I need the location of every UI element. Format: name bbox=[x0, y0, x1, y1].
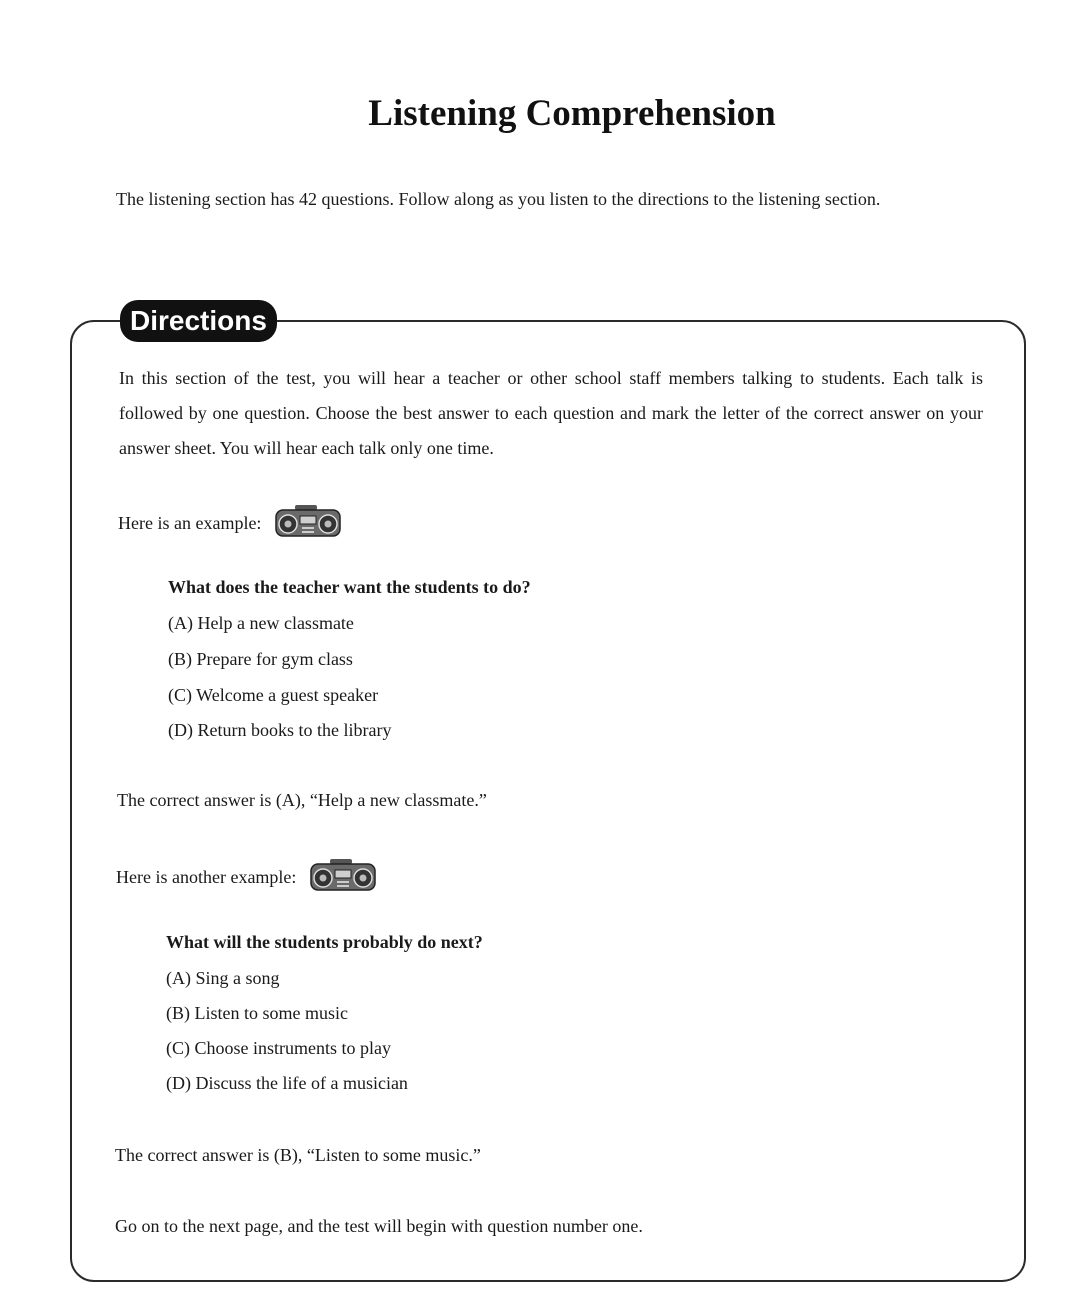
example1-option-d: (D) Return books to the library bbox=[168, 720, 392, 740]
example1-option-c: (C) Welcome a guest speaker bbox=[168, 685, 379, 705]
directions-paragraph: In this section of the test, you will hear a teacher or other school staff members talking to students. Each talk is followed by one question. Choose the best answer to each question and mark the letter of the correct answer on your answer sheet. You will hear each talk only one time. bbox=[119, 368, 983, 458]
example1-option-b: (B) Prepare for gym class bbox=[168, 649, 353, 669]
example2-option-d: (D) Discuss the life of a musician bbox=[166, 1073, 408, 1093]
example2-option-c: (C) Choose instruments to play bbox=[166, 1038, 391, 1058]
example2-question: What will the students probably do next? bbox=[166, 932, 483, 952]
example2-answer: The correct answer is (B), “Listen to some music.” bbox=[115, 1145, 481, 1165]
example1-lead-row bbox=[118, 503, 343, 544]
intro-text: The listening section has 42 questions. Follow along as you listen to the directions to the listening section. bbox=[116, 189, 881, 209]
example1-answer: The correct answer is (A), “Help a new classmate.” bbox=[117, 790, 487, 810]
page-title: Listening Comprehension bbox=[368, 93, 776, 134]
example1-question: What does the teacher want the students to do? bbox=[168, 577, 531, 597]
closing-text: Go on to the next page, and the test will begin with question number one. bbox=[115, 1216, 643, 1236]
radio-icon bbox=[273, 503, 343, 544]
example1-option-a: (A) Help a new classmate bbox=[168, 613, 354, 633]
example2-lead: Here is another example: bbox=[116, 867, 297, 887]
example2-option-a: (A) Sing a song bbox=[166, 968, 280, 988]
example2-lead-row bbox=[116, 857, 378, 898]
radio-icon bbox=[308, 857, 378, 898]
example1-lead: Here is an example: bbox=[118, 513, 262, 533]
directions-label: Directions bbox=[120, 300, 277, 342]
example2-option-b: (B) Listen to some music bbox=[166, 1003, 348, 1023]
